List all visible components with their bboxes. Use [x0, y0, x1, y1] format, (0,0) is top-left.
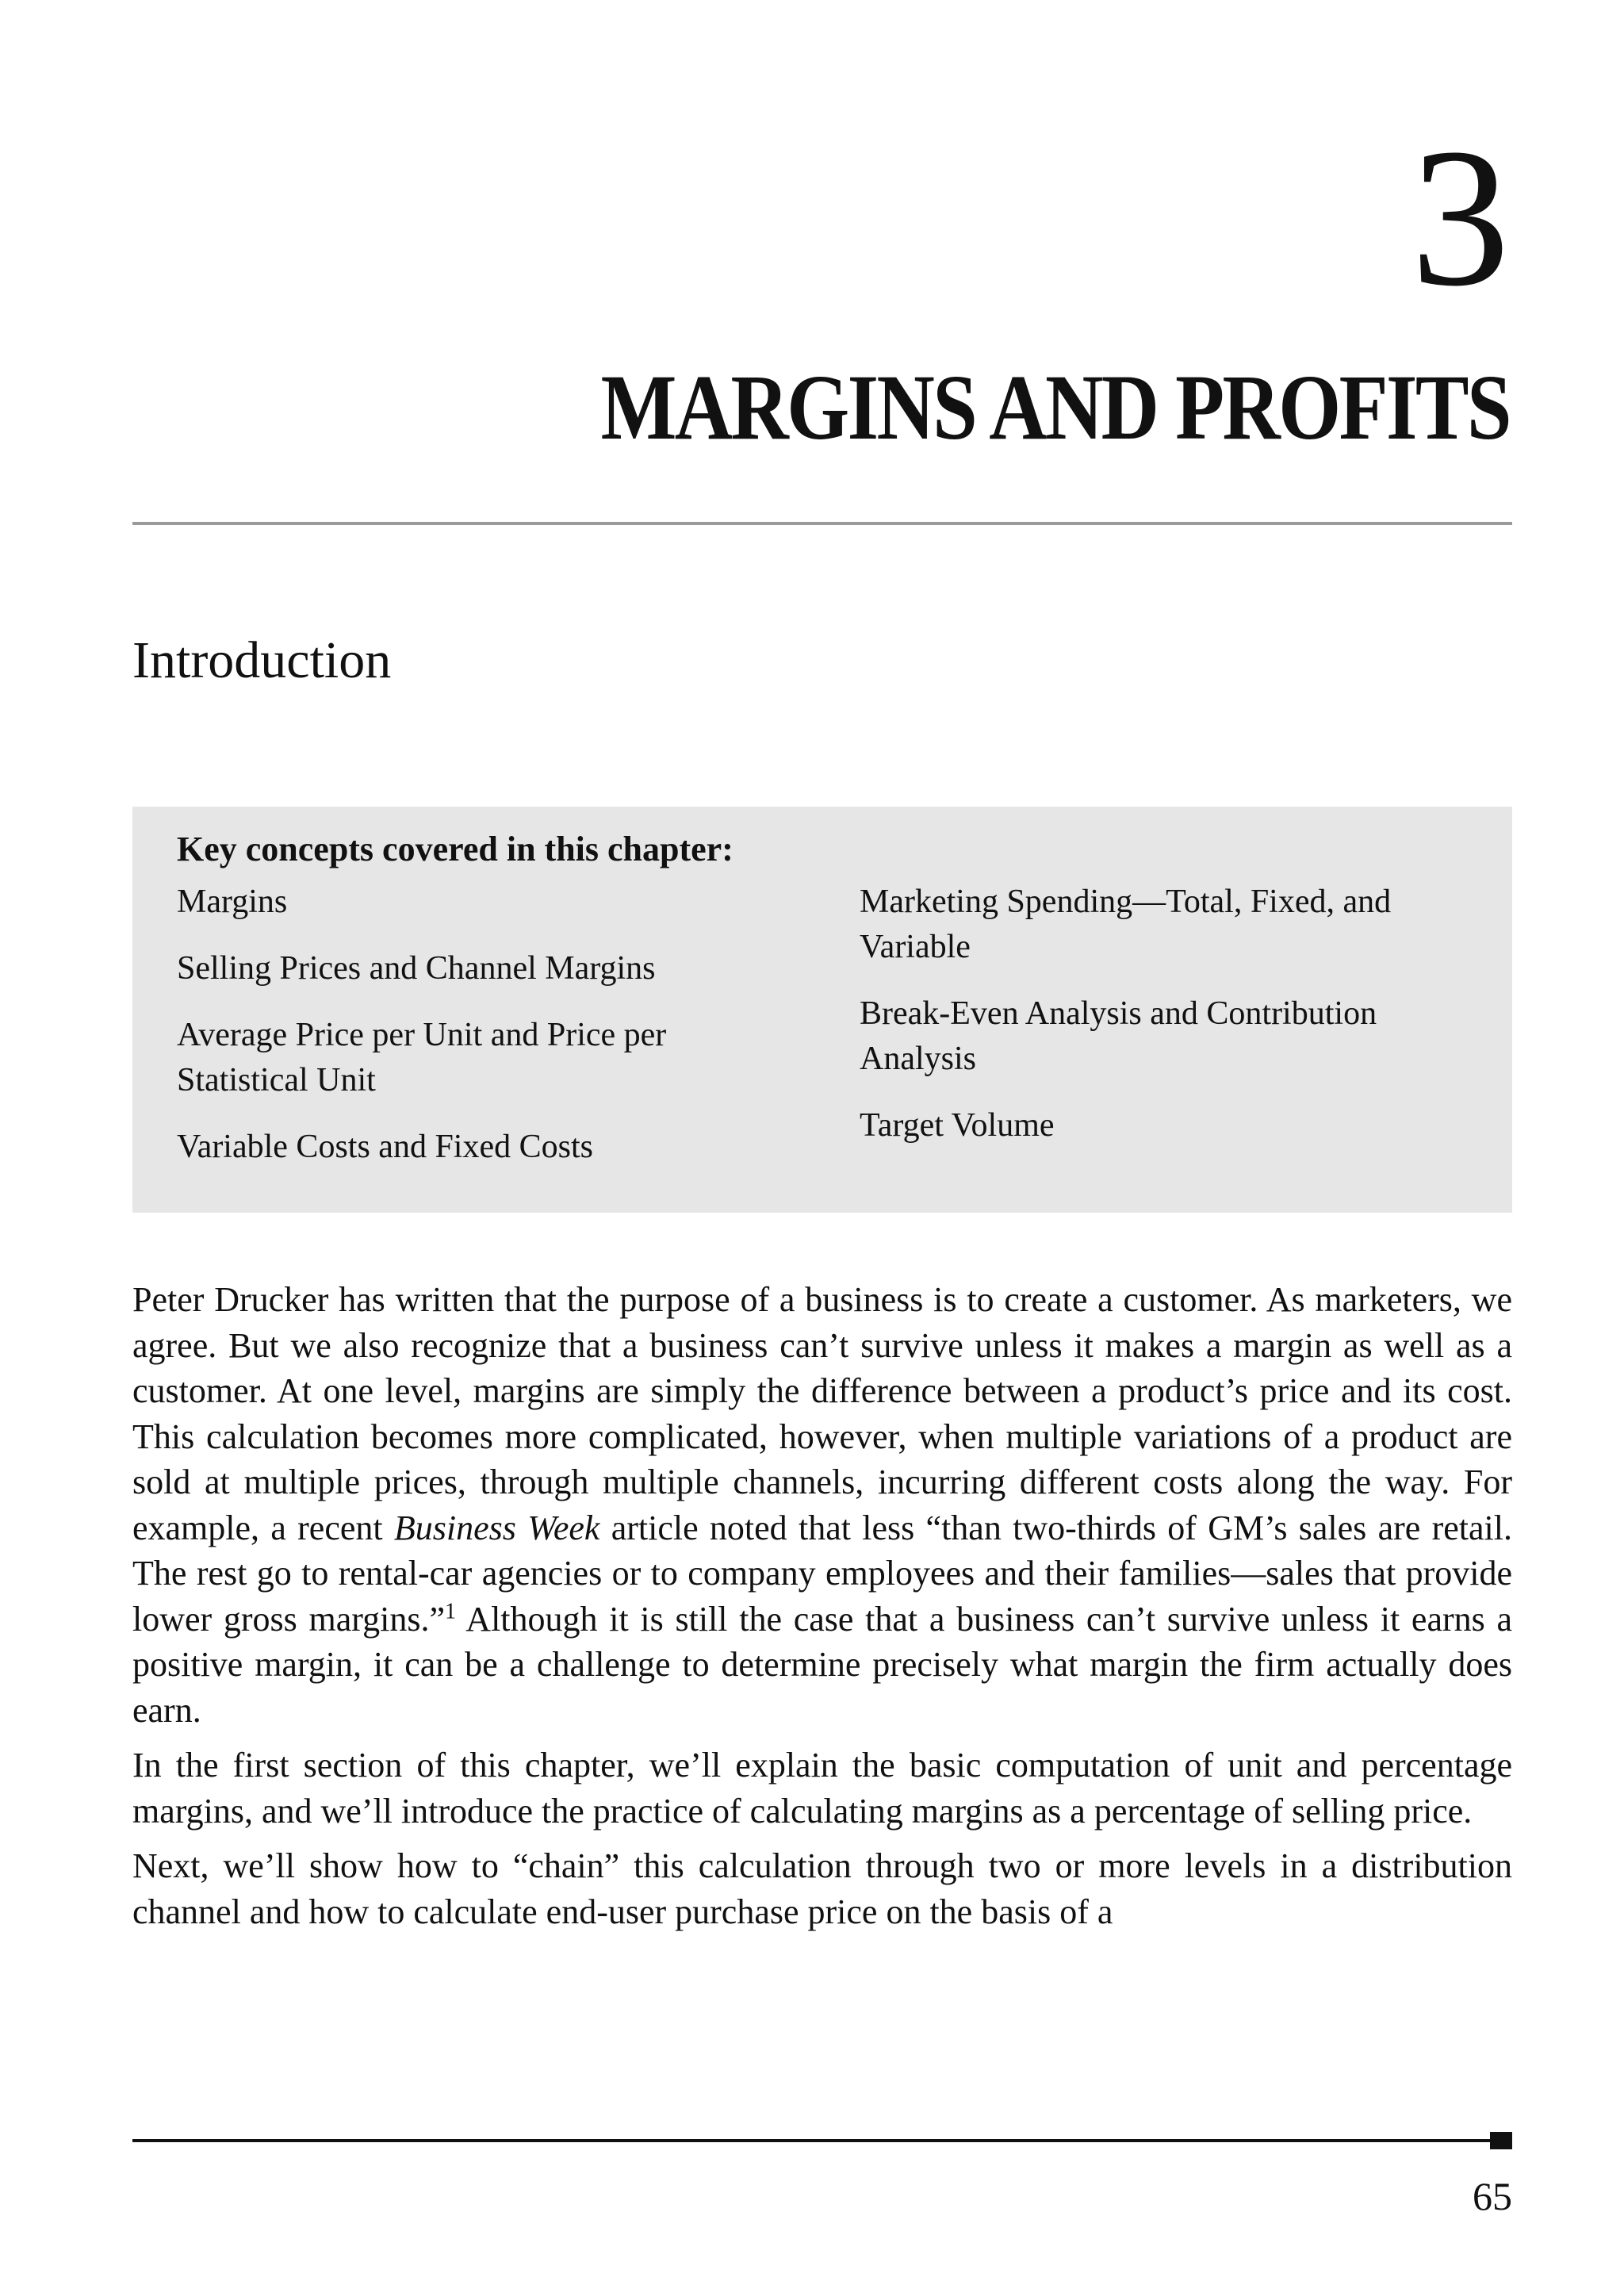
key-concepts-box — [132, 807, 1512, 1213]
key-concepts-left-column — [177, 880, 748, 1191]
publication-title: Business Week — [393, 1508, 600, 1547]
concept-item: Variable Costs and Fixed Costs — [177, 1129, 593, 1165]
key-concepts-right-column — [860, 880, 1478, 1170]
footer-square-mark — [1490, 2132, 1512, 2149]
title-divider — [132, 522, 1512, 525]
text-run: article noted that less “than two-thirds of GM’s sales are retail. The rest go to rental-car agencies or to company employees and their families—sales that provide lower gross margins.” — [132, 1508, 1512, 1639]
chapter-title: MARGINS AND PROFITS — [600, 355, 1510, 459]
paragraph: Next, we’ll show how to “chain” this calculation through two or more levels in a distribution channel and how to calculate end-user purchase price on the basis of a — [132, 1846, 1512, 1931]
paragraph: In the first section of this chapter, we’ll explain the basic computation of unit and percentage margins, and we’ll introduce the practice of calculating margins as a percentage of selling price. — [132, 1746, 1512, 1831]
concept-item: Selling Prices and Channel Margins — [177, 950, 656, 987]
chapter-number: 3 — [1411, 108, 1510, 328]
body-text — [132, 1277, 1512, 1944]
footnote-marker: 1 — [445, 1598, 457, 1624]
key-concepts-heading: Key concepts covered in this chapter: — [177, 830, 733, 868]
text-run: Although it is still the case that a business can’t survive unless it earns a positive margin, it can be a challenge to determine precisely what margin the firm actually does earn. — [132, 1599, 1512, 1730]
concept-item: Margins — [177, 884, 288, 920]
concept-item: Target Volume — [860, 1107, 1055, 1144]
footer-rule — [132, 2139, 1498, 2142]
concept-item: Break-Even Analysis and Contribution Analysis — [860, 995, 1377, 1077]
concept-item: Average Price per Unit and Price per Statistical Unit — [177, 1017, 667, 1098]
text-run: Peter Drucker has written that the purpose of a business is to create a customer. As marketers, we agree. But we also recognize that a business can’t survive unless it makes a margin as well as a customer. At one level, margins are simply the difference between a product’s price and its cost. This calculation becomes more complicated, however, when multiple variations of a product are sold at multiple prices, through multiple channels, incurring different costs along the way. For example, a recent — [132, 1280, 1512, 1547]
paragraph — [132, 1277, 1512, 1733]
concept-item: Marketing Spending—Total, Fixed, and Variable — [860, 884, 1392, 965]
page-number: 65 — [1473, 2174, 1512, 2218]
section-heading: Introduction — [132, 631, 392, 689]
